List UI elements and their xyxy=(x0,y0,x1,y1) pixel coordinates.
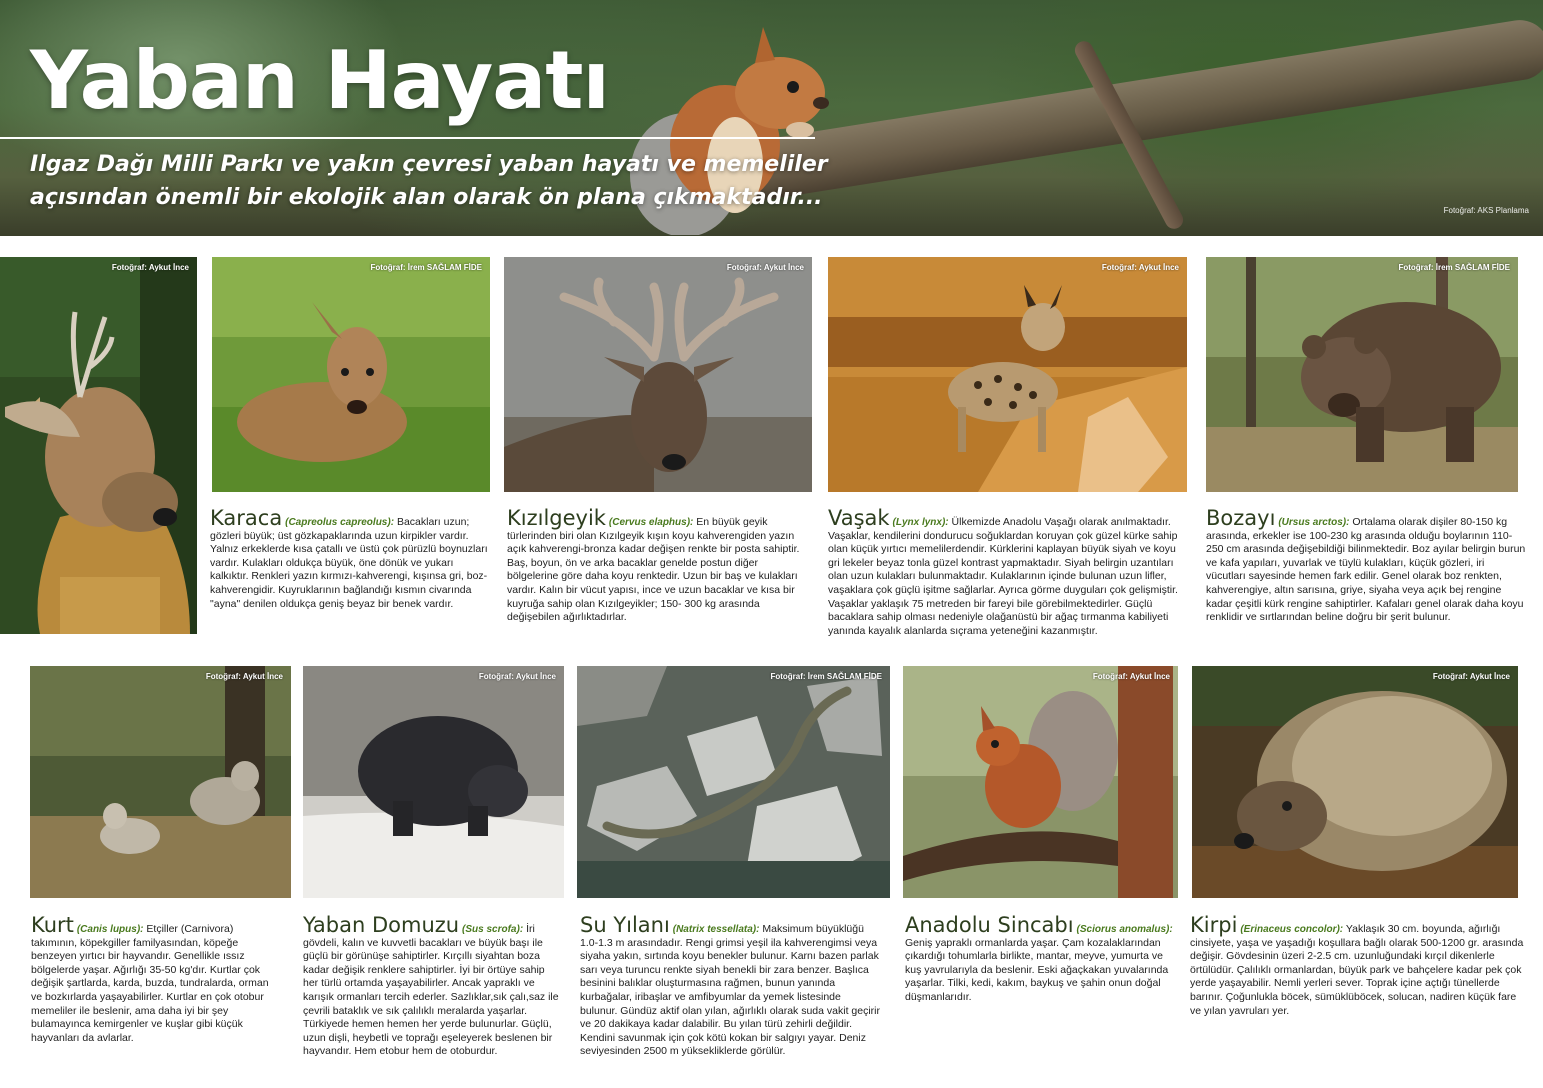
kirpi-text xyxy=(1190,914,1525,1018)
bozayi-photo xyxy=(1206,257,1518,492)
yaban-domuzu-text xyxy=(303,914,561,1059)
photo-credit: Fotoğraf: Aykut İnce xyxy=(478,672,556,681)
photo-credit: Fotoğraf: İrem SAĞLAM FİDE xyxy=(770,672,882,681)
kizilgeyik-text xyxy=(507,507,809,625)
su-yilani-name: Su Yılanı xyxy=(580,913,670,937)
bozayi-name: Bozayı xyxy=(1206,506,1276,530)
anadolu-sincabi-latin: (Sciorus anomalus): xyxy=(1076,924,1173,935)
su-yilani-description: Maksimum büyüklüğü 1.0-1.3 m arasındadır. Rengi grimsi yeşil ila kahverengimsi veya siyaha yakın, sırtında koyu benekler bulunur. Karnı bazen parlak sarı veya turuncu renkte siyah benekli bir zara benzer. Başlıca besinini balıklar oluşturmasına rağmen, bunun yanında kurbağalar, iribaşlar ve amfibyumlar da yemek listesinde bulunur. Gündüz aktif olan yılan, ağırlıklı olarak suda vakit geçirir ve 20 dakikaya kadar dalabilir. Bu yılan türü zehirli değildir. Kendini savunmak için çok kötü kokan bir salgıyı yayar. Deniz seviyesinden 2500 m yüksekliklerde görülür. xyxy=(580,923,880,1058)
vasak-name: Vaşak xyxy=(828,506,890,530)
karaca-name: Karaca xyxy=(210,506,283,530)
photo-credit: Fotoğraf: Aykut İnce xyxy=(726,263,804,272)
kirpi-latin: (Erinaceus concolor): xyxy=(1240,924,1344,935)
bozayi-description: Ortalama olarak dişiler 80-150 kg arasında, erkekler ise 100-230 kg arasında olduğu boylarının 110-250 cm arasında değişebildiği bilinmektedir. Boz ayılar belirgin burun ve kafa yapıları, yuvarlak ve tüylü kulakları, küçük gözleri, iri vücutları sayesinde hemen fark edilir. Genel olarak boz renkten, kahverengiye, altın sarısına, griye, siyaha veya açık bej rengine kadar çeşitli kürk rengine sahiptirler. Kafaları genel olarak daha koyu renklidir ve sırtlarından beline doğru bir şerit bulunur. xyxy=(1206,516,1526,624)
photo-credit: Fotoğraf: İrem SAĞLAM FİDE xyxy=(370,263,482,272)
kizilgeyik-name: Kızılgeyik xyxy=(507,506,606,530)
yaban-domuzu-name: Yaban Domuzu xyxy=(303,913,460,937)
bozayi-latin: (Ursus arctos): xyxy=(1278,517,1350,528)
anadolu-sincabi-text xyxy=(905,914,1173,1005)
kirpi-photo xyxy=(1192,666,1518,898)
karaca-text xyxy=(210,507,488,611)
kizilgeyik-latin: (Cervus elaphus): xyxy=(608,517,694,528)
vasak-latin: (Lynx lynx): xyxy=(892,517,949,528)
photo-credit: Fotoğraf: Aykut İnce xyxy=(205,672,283,681)
karaca-description: Bacakları uzun; gözleri büyük; üst gözkapaklarında uzun kirpikler vardır. Yalnız erkeklerde kısa çatallı ve üstü çok pürüzlü boynuzları vardır. Kulakları oldukça büyük, öne dönük ve yukarı kalkıktır. Renkleri yazın kırmızı-kahverengi, kışınsa gri, boz-kahverengidir. Kuyruklarının bağlandığı kısmın civarında "ayna" denilen oldukça geniş beyaz bir benek vardır. xyxy=(210,516,488,610)
title-divider xyxy=(0,137,815,139)
kizilgeyik-photo xyxy=(504,257,812,492)
karaca-latin: (Capreolus capreolus): xyxy=(285,517,395,528)
kurt-text xyxy=(31,914,277,1045)
photo-credit: Fotoğraf: İrem SAĞLAM FİDE xyxy=(1398,263,1510,272)
page-subtitle: Ilgaz Dağı Milli Parkı ve yakın çevresi yaban hayatı ve memeliler açısından önemli bir ekolojik alan olarak ön plana çıkmaktadır... xyxy=(30,152,828,210)
su-yilani-photo xyxy=(577,666,890,898)
kizilgeyik-description: En büyük geyik türlerinden biri olan Kızılgeyik kışın koyu kahverengiden yazın açık kahverengi-bronza kadar değişen renkte bir posta sahiptir. Baş, boyun, ön ve arka bacaklar genelde postun diğer bölgelerine göre daha koyu renktedir. Uzun bir baş ve kulakları vardır. Kalın bir vücut yapısı, ince ve uzun bacaklar ve kısa bir kuyruğa sahip olan Kızılgeyikler; 150- 300 kg arasında değişebilen ağırlıktadırlar. xyxy=(507,516,800,624)
vasak-description: Ülkemizde Anadolu Vaşağı olarak anılmaktadır. Vaşaklar, kendilerini dondurucu soğuklardan koruyan çok güzel kürke sahip olan küçük yırtıcı memelilerdendir. Kürklerini kaplayan büyük siyah ve koyu gri lekeler beyaz tonla güzel kontrast yapmaktadır. Siyah belirgin uzantıları olan uzun kulakları bulunmaktadır. Kulaklarının içinde bulunan uzun lifler, vaşaklara çok güçlü işitme sağlarlar. Ayrıca görme duyguları çok gelişmiştir. Vaşaklar yaklaşık 75 metreden bir fareyi bile görebilmektedirler. Güçlü bacaklara sahip olması nedeniyle olağanüstü bir ağaç tırmanma kabiliyeti yanında kayalık alanlarda sıçrama yeteneğini kazanmıştır. xyxy=(828,516,1178,637)
karaca-fawn-photo xyxy=(212,257,490,492)
kirpi-name: Kirpi xyxy=(1190,913,1238,937)
page-title: Yaban Hayatı xyxy=(30,34,609,127)
kurt-description: Etçiller (Carnivora) takımının, köpekgiller familyasından, köpeğe benzeyen yırtıcı bir hayvandır. Genellikle ıssız bölgelerde yaşar. Ağırlığı 35-50 kg'dır. Kurtlar çok değişik şartlarda, karda, buzda, tundralarda, orman ve bozkırlarda yaşayabilirler. Kurtlar en çok otobur memeliler ile beslenir, ama daha iyi bir şey bulamayınca kemirgenler ve kuşlar gibi küçük hayvanları da avlarlar. xyxy=(31,923,269,1044)
vasak-photo xyxy=(828,257,1187,492)
yaban-domuzu-description: İri gövdeli, kalın ve kuvvetli bacakları ve büyük başı ile güçlü bir görünüşe sahiptirler. Kırçıllı siyahtan boza kadar değişik renklere sahiptirler. İyi bir örtüye sahip her türlü ortamda yaşayabilirler. Ancak yapraklı ve karışık ormanları tercih ederler. Sazlıklar,sık çalı,saz ile çevrili bataklık ve sık çalılıklı meralarda yaşarlar. Türkiyede hemen hemen her yerde bulunurlar. Güçlü, uzun dişli, heybetli ve toprağı eşeleyerek beslenen bir hayvandır. Hem etobur hem de otoburdur. xyxy=(303,923,559,1058)
kurt-name: Kurt xyxy=(31,913,74,937)
yaban-domuzu-latin: (Sus scrofa): xyxy=(462,924,524,935)
photo-credit: Fotoğraf: Aykut İnce xyxy=(1101,263,1179,272)
header-banner xyxy=(0,0,1543,236)
photo-credit: Fotoğraf: Aykut İnce xyxy=(1092,672,1170,681)
anadolu-sincabi-description: Geniş yapraklı ormanlarda yaşar. Çam kozalaklarından çıkardığı tohumlarla birlikte, mantar, meyve, yumurta ve kuş yavrularıyla da beslenir. Eski ağaçkakan yuvalarında yaşarlar. Tilki, kedi, kakım, baykuş ve şahin onun doğal düşmanlarıdır. xyxy=(905,936,1169,1003)
photo-credit: Fotoğraf: Aykut İnce xyxy=(1432,672,1510,681)
karaca-buck-photo xyxy=(0,257,197,634)
anadolu-sincabi-photo xyxy=(903,666,1178,898)
kirpi-description: Yaklaşık 30 cm. boyunda, ağırlığı cinsiyete, yaşa ve yaşadığı koşullara bağlı olarak 500-1200 gr. arasında değişir. Gövdesinin üzeri 2-2.5 cm. uzunluğundaki kırçıl dikenlerle örtülüdür. Çalılıklı ormanlardan, büyük park ve bahçelere kadar pek çok yerde yaşayabilir. Nemli yerleri sever. Toprak içine açtığı tünellerde barınır. Çoğunlukla böcek, sümüklüböcek, solucan, nadiren küçük fare ve yılan yavruları yer. xyxy=(1190,923,1524,1017)
bozayi-text xyxy=(1206,507,1526,625)
yaban-domuzu-photo xyxy=(303,666,564,898)
anadolu-sincabi-name: Anadolu Sincabı xyxy=(905,913,1074,937)
kurt-latin: (Canis lupus): xyxy=(76,924,144,935)
photo-credit: Fotoğraf: Aykut İnce xyxy=(111,263,189,272)
su-yilani-latin: (Natrix tessellata): xyxy=(672,924,760,935)
header-photo-credit: Fotoğraf: AKS Planlama xyxy=(1443,206,1529,215)
su-yilani-text xyxy=(580,914,880,1059)
kurt-photo xyxy=(30,666,291,898)
vasak-text xyxy=(828,507,1190,638)
